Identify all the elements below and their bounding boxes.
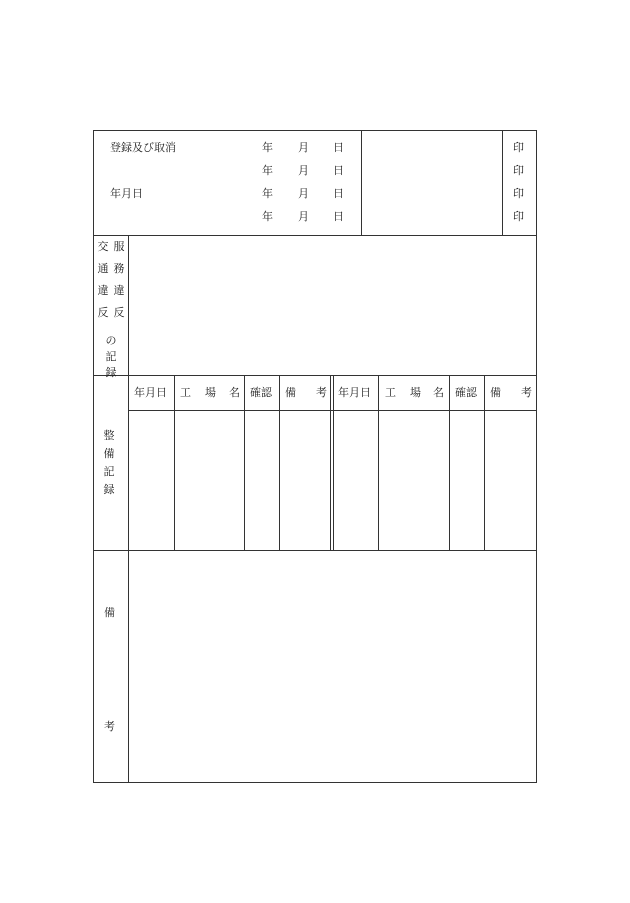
registration-date-label: 年月日	[110, 187, 143, 200]
year-label: 年	[262, 210, 273, 223]
header-factory-char: 名	[433, 386, 444, 399]
header-factory-char: 場	[205, 386, 216, 399]
maintenance-remarks-cell[interactable]	[280, 411, 330, 550]
seal-label: 印	[513, 210, 524, 223]
maintenance-label-char: 整	[103, 429, 115, 442]
registration-signature-field[interactable]	[362, 131, 502, 235]
remarks-field[interactable]	[129, 551, 536, 782]
registration-title: 登録及び取消	[110, 141, 176, 154]
maintenance-date-cell[interactable]	[334, 411, 378, 550]
day-label: 日	[333, 187, 344, 200]
maintenance-factory-cell[interactable]	[379, 411, 449, 550]
remarks-label-bottom: 考	[104, 720, 115, 733]
header-remarks-char: 考	[316, 386, 327, 399]
frame-bottom	[93, 782, 537, 783]
remarks-label-top: 備	[104, 606, 115, 619]
violation-char: 録	[105, 366, 117, 379]
violation-char: 反	[113, 306, 125, 319]
maintenance-label	[102, 430, 116, 502]
violation-char: 違	[113, 284, 125, 297]
month-label: 月	[298, 141, 309, 154]
header-date: 年月日	[338, 386, 371, 399]
day-label: 日	[333, 164, 344, 177]
frame-left	[93, 130, 94, 783]
registration-divider-2	[502, 130, 503, 236]
seal-label: 印	[513, 141, 524, 154]
violation-char: 違	[97, 284, 109, 297]
header-factory-char: 工	[180, 386, 191, 399]
violation-char: 服	[113, 240, 125, 253]
violation-label	[96, 241, 126, 383]
header-factory-char: 工	[385, 386, 396, 399]
seal-label: 印	[513, 187, 524, 200]
header-remarks-char: 備	[285, 386, 296, 399]
violation-char: 記	[105, 350, 117, 363]
maintenance-confirm-cell[interactable]	[245, 411, 279, 550]
month-label: 月	[298, 164, 309, 177]
maintenance-date-cell[interactable]	[129, 411, 174, 550]
month-label: 月	[298, 210, 309, 223]
maintenance-label-char: 備	[103, 447, 115, 460]
maintenance-label-char: 記	[103, 465, 115, 478]
violation-record-field[interactable]	[129, 236, 536, 375]
maintenance-remarks-cell[interactable]	[485, 411, 536, 550]
year-label: 年	[262, 187, 273, 200]
day-label: 日	[333, 141, 344, 154]
maintenance-label-char: 録	[103, 483, 115, 496]
maintenance-double-line	[330, 375, 331, 551]
seal-label: 印	[513, 164, 524, 177]
violation-char: 反	[97, 306, 109, 319]
violation-char: 務	[113, 262, 125, 275]
month-label: 月	[298, 187, 309, 200]
header-date: 年月日	[134, 386, 167, 399]
header-remarks-char: 備	[490, 386, 501, 399]
year-label: 年	[262, 164, 273, 177]
violation-char: の	[105, 334, 117, 347]
violation-char: 通	[97, 262, 109, 275]
maintenance-factory-cell[interactable]	[175, 411, 244, 550]
violation-char: 交	[97, 240, 109, 253]
day-label: 日	[333, 210, 344, 223]
header-remarks-char: 考	[521, 386, 532, 399]
year-label: 年	[262, 141, 273, 154]
header-factory-char: 名	[229, 386, 240, 399]
section-divider-2	[93, 375, 537, 376]
maintenance-confirm-cell[interactable]	[450, 411, 484, 550]
frame-right	[536, 130, 537, 783]
header-factory-char: 場	[410, 386, 421, 399]
header-confirm: 確認	[455, 386, 477, 399]
header-confirm: 確認	[250, 386, 272, 399]
